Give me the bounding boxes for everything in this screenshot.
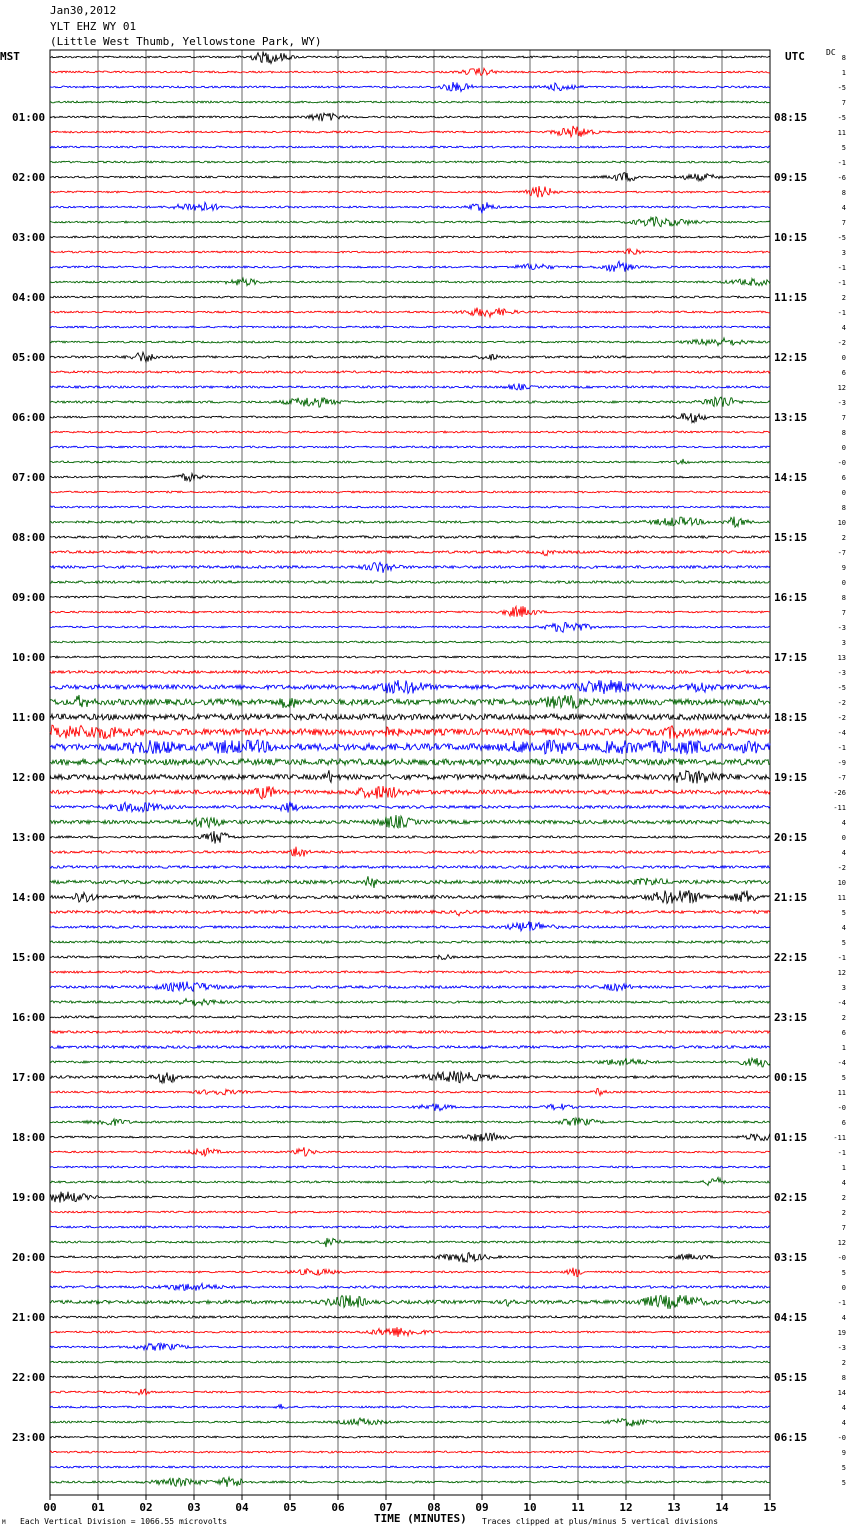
trace-row	[50, 146, 770, 148]
x-tick-label: 11	[571, 1501, 585, 1514]
utc-time-label: 05:15	[774, 1371, 808, 1384]
x-tick-label: 01	[91, 1501, 105, 1514]
trace-row	[50, 740, 770, 754]
dc-offset-label: 4	[841, 1179, 846, 1187]
trace-row	[50, 491, 770, 493]
trace-row	[50, 802, 770, 813]
mst-time-label: 12:00	[12, 771, 46, 784]
trace-row	[50, 506, 770, 508]
trace-row	[50, 278, 770, 286]
utc-time-label: 12:15	[774, 351, 808, 364]
trace-row	[50, 1451, 770, 1453]
dc-offset-label: 1	[841, 69, 846, 77]
dc-offset-label: 4	[841, 849, 846, 857]
dc-offset-label: 19	[837, 1329, 846, 1337]
dc-offset-label: 6	[841, 1029, 846, 1037]
dc-offset-label: 6	[841, 369, 846, 377]
left-timezone-label: MST	[0, 50, 20, 63]
trace-row	[50, 338, 770, 346]
trace-row	[50, 1192, 770, 1203]
trace-row	[50, 161, 770, 163]
dc-offset-label: -6	[837, 174, 846, 182]
utc-time-label: 21:15	[774, 891, 808, 904]
trace-row	[50, 186, 770, 197]
utc-time-label: 03:15	[774, 1251, 808, 1264]
utc-time-label: 20:15	[774, 831, 808, 844]
dc-offset-label: 4	[841, 204, 846, 212]
trace-row	[50, 308, 770, 318]
mst-time-label: 13:00	[12, 831, 46, 844]
dc-offset-label: 4	[841, 924, 846, 932]
dc-offset-label: 7	[841, 99, 846, 107]
trace-row	[50, 866, 770, 869]
x-tick-label: 07	[379, 1501, 393, 1514]
x-tick-label: 15	[763, 1501, 777, 1514]
trace-row	[50, 1238, 770, 1247]
dc-offset-label: 5	[841, 144, 846, 152]
x-tick-label: 13	[667, 1501, 681, 1514]
dc-offset-label: 10	[837, 879, 846, 887]
dc-offset-label: 2	[841, 1014, 846, 1022]
trace-row	[50, 202, 770, 213]
dc-offset-label: 6	[841, 474, 846, 482]
trace-row	[50, 383, 770, 390]
dc-offset-label: -1	[837, 159, 846, 167]
x-tick-label: 05	[283, 1501, 297, 1514]
mst-time-label: 15:00	[12, 951, 46, 964]
trace-row	[50, 249, 770, 254]
x-tick-label: 09	[475, 1501, 489, 1514]
trace-row	[50, 955, 770, 960]
dc-offset-label: 2	[841, 1359, 846, 1367]
trace-row	[50, 236, 770, 238]
trace-row	[50, 695, 770, 708]
utc-time-label: 01:15	[774, 1131, 808, 1144]
dc-offset-label: 11	[837, 129, 846, 137]
trace-row	[50, 941, 770, 943]
utc-time-label: 08:15	[774, 111, 808, 124]
trace-row	[50, 1133, 770, 1142]
trace-row	[50, 1016, 770, 1018]
trace-row	[50, 371, 770, 373]
dc-offset-label: 8	[841, 189, 846, 197]
x-tick-label: 06	[331, 1501, 345, 1514]
dc-offset-label: -1	[837, 279, 846, 287]
trace-row	[50, 641, 770, 643]
trace-row	[50, 847, 770, 857]
trace-row	[50, 397, 770, 407]
trace-row	[50, 596, 770, 598]
dc-offset-label: 11	[837, 1089, 846, 1097]
trace-row	[50, 1118, 770, 1126]
trace-row	[50, 68, 770, 75]
dc-offset-label: 11	[837, 894, 846, 902]
trace-row	[50, 296, 770, 298]
utc-time-label: 22:15	[774, 951, 808, 964]
trace-row	[50, 1058, 770, 1067]
trace-row	[50, 831, 770, 844]
mst-time-label: 01:00	[12, 111, 46, 124]
dc-offset-label: -1	[837, 954, 846, 962]
trace-row	[50, 1226, 770, 1228]
clip-note: Traces clipped at plus/minus 5 vertical divisions	[482, 1517, 719, 1526]
dc-offset-label: 2	[841, 534, 846, 542]
dc-offset-label: 8	[841, 1374, 846, 1382]
x-tick-label: 14	[715, 1501, 729, 1514]
dc-offset-label: 1	[841, 1164, 846, 1172]
utc-time-label: 17:15	[774, 651, 808, 664]
dc-offset-label: -5	[837, 114, 846, 122]
chart-date: Jan30,2012	[50, 4, 117, 17]
utc-time-label: 06:15	[774, 1431, 808, 1444]
trace-row	[50, 1071, 770, 1083]
trace-row	[50, 1295, 770, 1309]
dc-offset-label: -5	[837, 234, 846, 242]
utc-time-label: 10:15	[774, 231, 808, 244]
trace-row	[50, 551, 770, 556]
mst-time-label: 23:00	[12, 1431, 46, 1444]
mst-time-label: 08:00	[12, 531, 46, 544]
dc-offset-label: -5	[837, 84, 846, 92]
dc-offset-label: 7	[841, 219, 846, 227]
mst-time-label: 14:00	[12, 891, 46, 904]
chart-location: (Little West Thumb, Yellowstone Park, WY)	[50, 35, 322, 48]
mst-time-label: 02:00	[12, 171, 46, 184]
dc-offset-label: 5	[841, 939, 846, 947]
mst-time-label: 19:00	[12, 1191, 46, 1204]
x-tick-label: 08	[427, 1501, 441, 1514]
x-tick-label: 04	[235, 1501, 249, 1514]
utc-time-label: 09:15	[774, 171, 808, 184]
trace-row	[50, 759, 770, 765]
mst-time-label: 05:00	[12, 351, 46, 364]
trace-row	[50, 1046, 770, 1049]
trace-row	[50, 536, 770, 538]
trace-row	[50, 1466, 770, 1468]
trace-row	[50, 581, 770, 584]
dc-offset-label: 6	[841, 1119, 846, 1127]
dc-offset-label: 4	[841, 819, 846, 827]
vertical-division-note: Each Vertical Division = 1066.55 microvolts	[20, 1517, 228, 1526]
dc-offset-label: 1	[841, 1044, 846, 1052]
dc-offset-label: -2	[837, 864, 846, 872]
trace-row	[50, 1178, 770, 1186]
trace-row	[50, 261, 770, 271]
trace-row	[50, 1284, 770, 1291]
trace-row	[50, 890, 770, 903]
dc-offset-label: -1	[837, 1299, 846, 1307]
dc-offset-label: -1	[837, 1149, 846, 1157]
dc-offset-label: 2	[841, 1209, 846, 1217]
dc-column-label: DC	[826, 48, 836, 57]
trace-row	[50, 562, 770, 572]
trace-row	[50, 1268, 770, 1277]
dc-offset-label: 8	[841, 594, 846, 602]
dc-offset-label: 12	[837, 969, 846, 977]
corner-mark: M	[2, 1519, 6, 1526]
trace-row	[50, 1436, 770, 1438]
dc-offset-label: -26	[833, 789, 846, 797]
trace-row	[50, 1104, 770, 1111]
trace-row	[50, 656, 770, 658]
dc-offset-label: 7	[841, 1224, 846, 1232]
dc-offset-label: 4	[841, 1314, 846, 1322]
trace-row	[50, 1376, 770, 1378]
trace-row	[50, 971, 770, 973]
dc-offset-label: -9	[837, 759, 846, 767]
dc-offset-label: -11	[833, 1134, 846, 1142]
utc-time-label: 18:15	[774, 711, 808, 724]
dc-offset-label: -1	[837, 264, 846, 272]
right-timezone-label: UTC	[785, 50, 805, 63]
chart-station: YLT EHZ WY 01	[50, 20, 137, 33]
utc-time-label: 14:15	[774, 471, 808, 484]
mst-time-label: 22:00	[12, 1371, 46, 1384]
trace-row	[50, 1418, 770, 1427]
trace-row	[50, 786, 770, 799]
dc-offset-label: 12	[837, 384, 846, 392]
dc-offset-label: 5	[841, 1479, 846, 1487]
dc-offset-label: 3	[841, 249, 846, 257]
dc-offset-label: -0	[837, 1254, 846, 1262]
dc-offset-label: -1	[837, 744, 846, 752]
x-tick-label: 00	[43, 1501, 57, 1514]
dc-offset-label: -5	[837, 684, 846, 692]
trace-row	[50, 1404, 770, 1409]
trace-row	[50, 1211, 770, 1213]
dc-offset-label: 10	[837, 519, 846, 527]
x-tick-label: 03	[187, 1501, 201, 1514]
dc-offset-label: -2	[837, 714, 846, 722]
trace-row	[50, 982, 770, 992]
trace-row	[50, 714, 770, 720]
trace-row	[50, 173, 770, 181]
trace-row	[50, 1361, 770, 1363]
dc-offset-label: 5	[841, 1464, 846, 1472]
dc-offset-label: -3	[837, 399, 846, 407]
dc-offset-label: 4	[841, 1404, 846, 1412]
x-tick-label: 12	[619, 1501, 633, 1514]
dc-offset-label: -0	[837, 1104, 846, 1112]
trace-row	[50, 431, 770, 433]
mst-time-label: 10:00	[12, 651, 46, 664]
seismic-traces	[50, 52, 770, 1487]
trace-row	[50, 113, 770, 121]
trace-row	[50, 459, 770, 464]
dc-offset-label: 8	[841, 54, 846, 62]
trace-row	[50, 1088, 770, 1095]
mst-time-label: 17:00	[12, 1071, 46, 1084]
dc-offset-label: -2	[837, 699, 846, 707]
dc-offset-label: -4	[837, 729, 846, 737]
dc-offset-label: 0	[841, 834, 846, 842]
dc-offset-label: 2	[841, 294, 846, 302]
utc-time-label: 02:15	[774, 1191, 808, 1204]
dc-offset-label: 4	[841, 1419, 846, 1427]
mst-time-label: 03:00	[12, 231, 46, 244]
trace-row	[50, 352, 770, 362]
mst-time-label: 06:00	[12, 411, 46, 424]
mst-time-label: 16:00	[12, 1011, 46, 1024]
dc-offset-label: 5	[841, 1269, 846, 1277]
trace-row	[50, 622, 770, 632]
dc-offset-label: 3	[841, 639, 846, 647]
dc-offset-label: 9	[841, 1449, 846, 1457]
trace-row	[50, 1166, 770, 1168]
trace-row	[50, 1316, 770, 1318]
dc-offset-label: -3	[837, 669, 846, 677]
trace-row	[50, 517, 770, 527]
dc-offset-label: 4	[841, 324, 846, 332]
dc-offset-label: -11	[833, 804, 846, 812]
mst-time-label: 21:00	[12, 1311, 46, 1324]
dc-offset-label: 0	[841, 579, 846, 587]
dc-offset-label: -4	[837, 999, 846, 1007]
dc-offset-label: 7	[841, 609, 846, 617]
trace-row	[50, 1389, 770, 1395]
mst-time-label: 09:00	[12, 591, 46, 604]
dc-offset-label: 0	[841, 444, 846, 452]
dc-offset-label: -3	[837, 1344, 846, 1352]
trace-row	[50, 922, 770, 932]
dc-offset-label: -0	[837, 1434, 846, 1442]
x-tick-label: 10	[523, 1501, 537, 1514]
trace-row	[50, 217, 770, 227]
trace-row	[50, 725, 770, 739]
dc-offset-label: 2	[841, 1194, 846, 1202]
utc-time-label: 23:15	[774, 1011, 808, 1024]
trace-row	[50, 876, 770, 888]
trace-row	[50, 413, 770, 422]
trace-row	[50, 680, 770, 694]
trace-row	[50, 1147, 770, 1156]
dc-offset-label: 0	[841, 354, 846, 362]
trace-row	[50, 1031, 770, 1034]
trace-row	[50, 999, 770, 1006]
dc-offset-label: 5	[841, 909, 846, 917]
trace-row	[50, 52, 770, 64]
mst-time-label: 04:00	[12, 291, 46, 304]
trace-row	[50, 606, 770, 617]
utc-time-label: 04:15	[774, 1311, 808, 1324]
dc-offset-label: 7	[841, 414, 846, 422]
trace-row	[50, 82, 770, 91]
utc-time-label: 11:15	[774, 291, 808, 304]
mst-time-label: 18:00	[12, 1131, 46, 1144]
utc-time-label: 15:15	[774, 531, 808, 544]
trace-row	[50, 815, 770, 828]
dc-offset-label: 13	[837, 654, 846, 662]
dc-offset-label: 5	[841, 1074, 846, 1082]
dc-offset-label: 8	[841, 429, 846, 437]
dc-offset-label: 3	[841, 984, 846, 992]
dc-offset-label: 14	[837, 1389, 846, 1397]
trace-row	[50, 1343, 770, 1350]
dc-offset-label: -3	[837, 624, 846, 632]
trace-row	[50, 910, 770, 916]
x-axis-title: TIME (MINUTES)	[374, 1512, 467, 1525]
dc-offset-label: -7	[837, 549, 846, 557]
trace-row	[50, 101, 770, 103]
utc-time-label: 19:15	[774, 771, 808, 784]
trace-row	[50, 126, 770, 137]
dc-offset-label: 0	[841, 1284, 846, 1292]
dc-offset-label: 12	[837, 1239, 846, 1247]
dc-offset-label: 9	[841, 564, 846, 572]
dc-offset-label: -7	[837, 774, 846, 782]
trace-row	[50, 770, 770, 783]
dc-offset-label: -1	[837, 309, 846, 317]
utc-time-label: 00:15	[774, 1071, 808, 1084]
trace-row	[50, 326, 770, 328]
trace-row	[50, 1327, 770, 1337]
dc-offset-label: -4	[837, 1059, 846, 1067]
utc-time-label: 16:15	[774, 591, 808, 604]
dc-offset-label: -2	[837, 339, 846, 347]
trace-row	[50, 446, 770, 448]
dc-offset-label: 8	[841, 504, 846, 512]
trace-row	[50, 1477, 770, 1487]
trace-row	[50, 474, 770, 482]
dc-offset-label: 0	[841, 489, 846, 497]
trace-row	[50, 1253, 770, 1263]
utc-time-label: 13:15	[774, 411, 808, 424]
trace-row	[50, 671, 770, 674]
x-tick-label: 02	[139, 1501, 153, 1514]
mst-time-label: 11:00	[12, 711, 46, 724]
dc-offset-label: -0	[837, 459, 846, 467]
mst-time-label: 07:00	[12, 471, 46, 484]
mst-time-label: 20:00	[12, 1251, 46, 1264]
